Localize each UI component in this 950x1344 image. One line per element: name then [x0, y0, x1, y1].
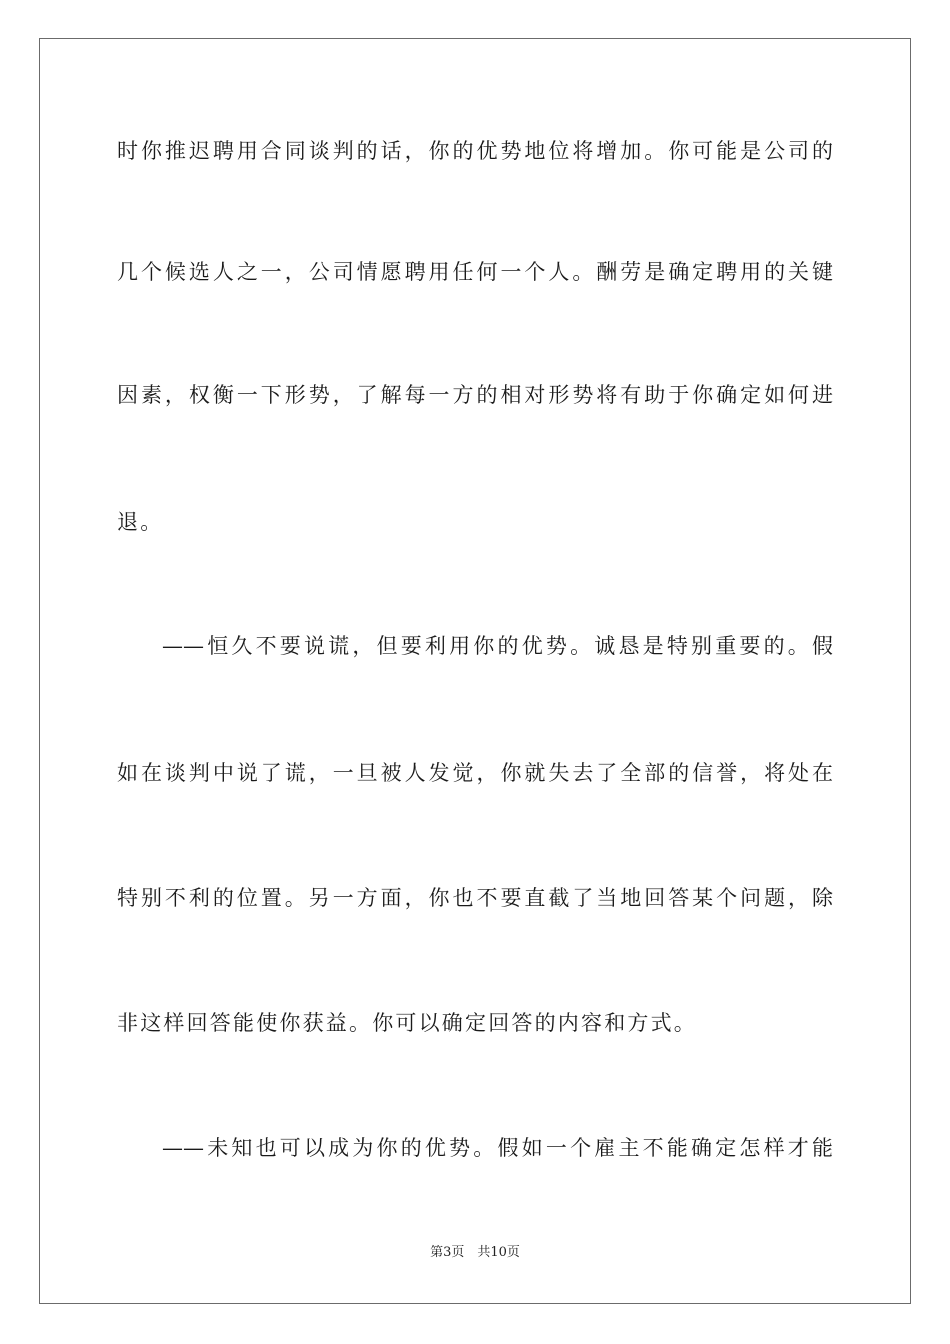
text-line-5: ——恒久不要说谎，但要利用你的优势。诚恳是特别重要的。假: [162, 634, 833, 658]
text-line-1: 时你推迟聘用合同谈判的话，你的优势地位将增加。你可能是公司的: [117, 139, 833, 163]
page-border: [39, 38, 911, 1304]
page-number-footer: 第3页 共10页: [430, 1245, 520, 1260]
text-line-2: 几个候选人之一，公司情愿聘用任何一个人。酬劳是确定聘用的关键: [117, 260, 833, 284]
text-line-4: 退。: [117, 510, 164, 534]
text-line-8: 非这样回答能使你获益。你可以确定回答的内容和方式。: [117, 1011, 697, 1035]
text-line-6: 如在谈判中说了谎，一旦被人发觉，你就失去了全部的信誉，将处在: [117, 761, 833, 785]
text-line-3: 因素，权衡一下形势，了解每一方的相对形势将有助于你确定如何进: [117, 383, 833, 407]
text-line-7: 特别不利的位置。另一方面，你也不要直截了当地回答某个问题，除: [117, 886, 833, 910]
text-line-9: ——未知也可以成为你的优势。假如一个雇主不能确定怎样才能: [162, 1136, 833, 1160]
